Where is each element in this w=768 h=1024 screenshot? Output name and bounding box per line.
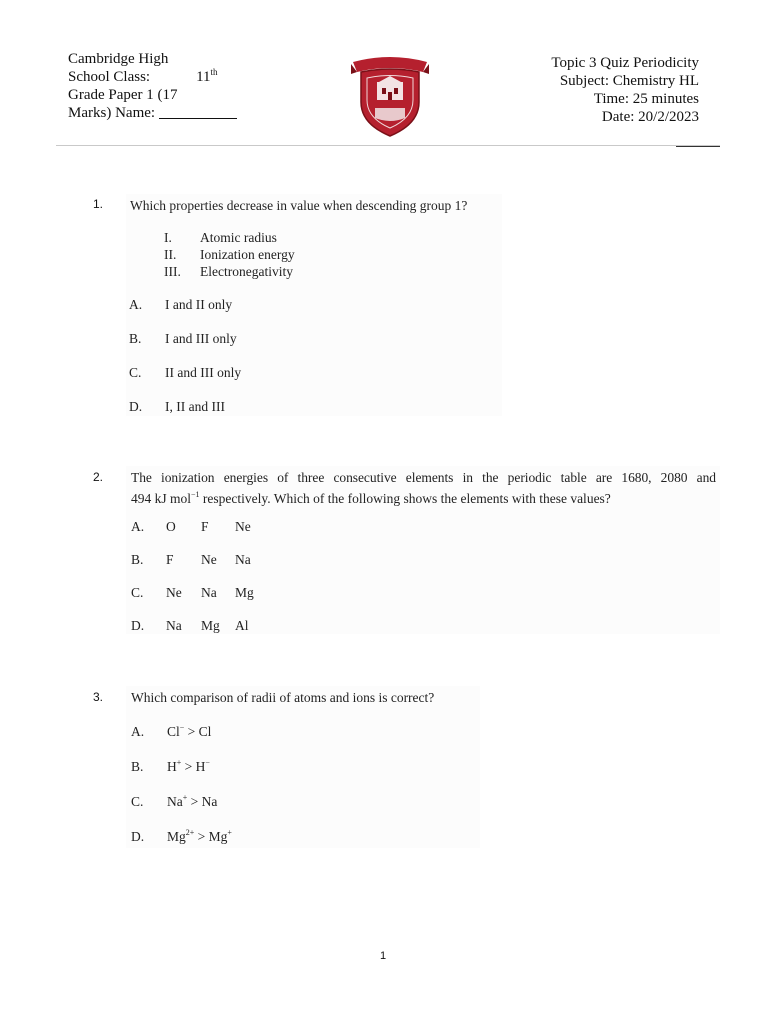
header-divider-accent (676, 146, 720, 147)
question-2-option-c[interactable]: C. Ne Na Mg (131, 585, 254, 600)
page-number: 1 (380, 950, 387, 962)
question-1-option-a[interactable]: A. I and II only (129, 297, 233, 312)
question-1-text: Which properties decrease in value when descending group 1? (130, 198, 468, 213)
name-line: Marks) Name: (68, 104, 268, 122)
question-1-statements (164, 229, 295, 280)
quiz-subject: Subject: Chemistry HL (559, 73, 699, 89)
school-name-line: Cambridge High (68, 51, 169, 67)
name-blank-field[interactable] (159, 104, 237, 119)
question-3-option-c[interactable]: C. Na+ > Na (131, 793, 218, 809)
question-3-number: 3. (93, 690, 104, 704)
question-3-option-b[interactable]: B. H+ > H− (131, 758, 210, 774)
question-1-option-c[interactable]: C. II and III only (129, 365, 242, 380)
header-school-info (68, 50, 268, 122)
header-divider (56, 145, 720, 146)
header-quiz-info (551, 54, 699, 126)
statement-item: I. Atomic radius (164, 230, 277, 245)
question-3-option-d[interactable]: D. $Mg^{2+} > Mg^+$ (131, 828, 232, 844)
class-value: 11th (196, 67, 218, 85)
question-3-text: Which comparison of radii of atoms and ions is correct? (131, 690, 435, 705)
quiz-date: Date: 20/2/2023 (601, 109, 699, 125)
question-2-text: The ionization energies of three consecutive elements in the periodic table are 1680, 2080 and 494 kJ mol$^{-1}$ respectively. Which of the following shows the elements with these values? (131, 470, 716, 506)
question-1-option-d[interactable]: D. I, II and III (129, 399, 225, 414)
statement-item: II. Ionization energy (164, 247, 295, 262)
question-1-number: 1. (93, 197, 104, 211)
question-1-option-b[interactable]: B. I and III only (129, 331, 237, 346)
question-2-option-a[interactable]: A. O F Ne (131, 519, 251, 534)
quiz-topic: Topic 3 Quiz Periodicity (551, 55, 699, 71)
question-2-option-d[interactable]: D. Na Mg Al (131, 618, 249, 633)
school-crest-logo (349, 52, 431, 138)
question-2-number: 2. (93, 470, 104, 484)
statement-item: III. Electronegativity (164, 264, 293, 279)
question-3-option-a[interactable]: A. Cl− > Cl (131, 723, 212, 739)
grade-paper-line: Grade Paper 1 (17 (68, 87, 178, 103)
question-2-option-b[interactable]: B. F Ne Na (131, 552, 251, 567)
school-class-line: School Class: 11th (68, 67, 218, 85)
quiz-time: Time: 25 minutes (593, 91, 699, 107)
